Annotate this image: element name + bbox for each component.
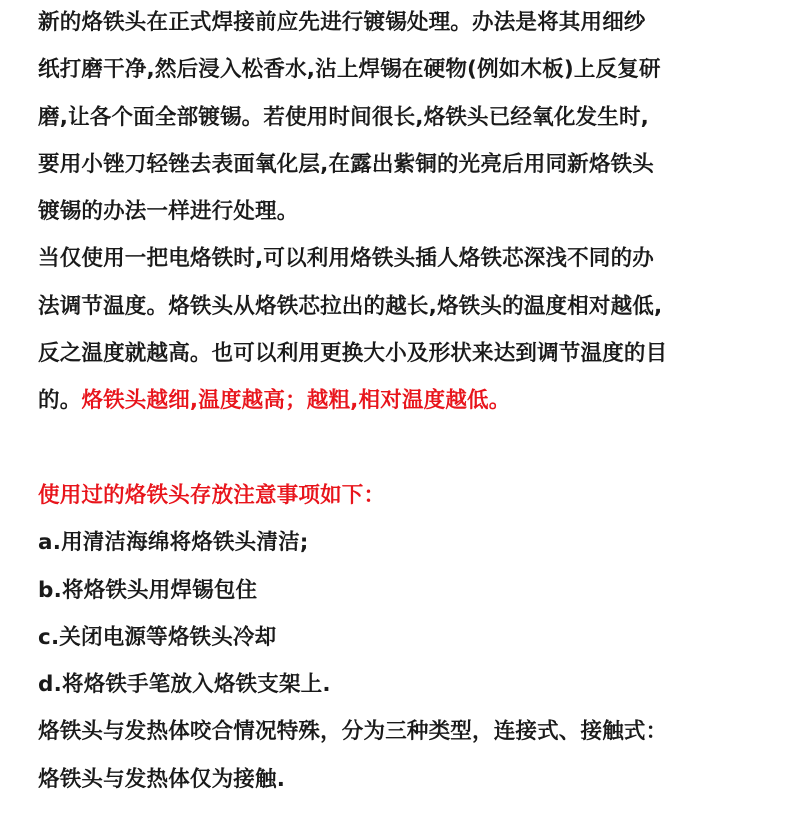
storage-item-a: a.用清洁海绵将烙铁头清洁; (38, 530, 309, 556)
storage-item-b: b.将烙铁头用焊锡包住 (38, 577, 258, 603)
paragraph1-line-1: 新的烙铁头在正式焊接前应先进行镀锡处理。办法是将其用细纱 (38, 10, 646, 35)
temperature-rule-highlight: 烙铁头越细,温度越高；越粗,相对温度越低。 (81, 388, 511, 414)
paragraph2-line-2: 法调节温度。烙铁头从烙铁芯拉出的越长,烙铁头的温度相对越低, (38, 293, 663, 319)
paragraph1-line-4: 要用小锉刀轻锉去表面氧化层,在露出紫铜的光亮后用同新烙铁头 (38, 151, 654, 177)
document-body (38, 0, 768, 803)
blank-spacer (38, 425, 768, 472)
paragraph3-line-1: 烙铁头与发热体咬合情况特殊，分为三种类型，连接式、接触式： (38, 719, 668, 745)
paragraph2-line-1: 当仅使用一把电烙铁时,可以利用烙铁头插人烙铁芯深浅不同的办 (38, 246, 654, 272)
paragraph1-line-2: 纸打磨干净,然后浸入松香水,沾上焊锡在硬物(例如木板)上反复研 (38, 57, 661, 83)
storage-heading: 使用过的烙铁头存放注意事项如下： (38, 482, 386, 508)
paragraph2-line-4 (38, 377, 768, 424)
paragraph2-line-3: 反之温度就越高。也可以利用更换大小及形状来达到调节温度的目 (38, 341, 668, 367)
storage-item-d: d.将烙铁手笔放入烙铁支架上. (38, 672, 331, 698)
paragraph3-line-2: 烙铁头与发热体仅为接触. (38, 766, 286, 792)
paragraph1-line-3: 磨,让各个面全部镀锡。若使用时间很长,烙铁头已经氧化发生时, (38, 104, 650, 130)
paragraph2-line-4-text: 的。 (38, 388, 82, 414)
paragraph1-line-5: 镀锡的办法一样进行处理。 (38, 199, 299, 225)
storage-item-c: c.关闭电源等烙铁头冷却 (38, 624, 277, 650)
